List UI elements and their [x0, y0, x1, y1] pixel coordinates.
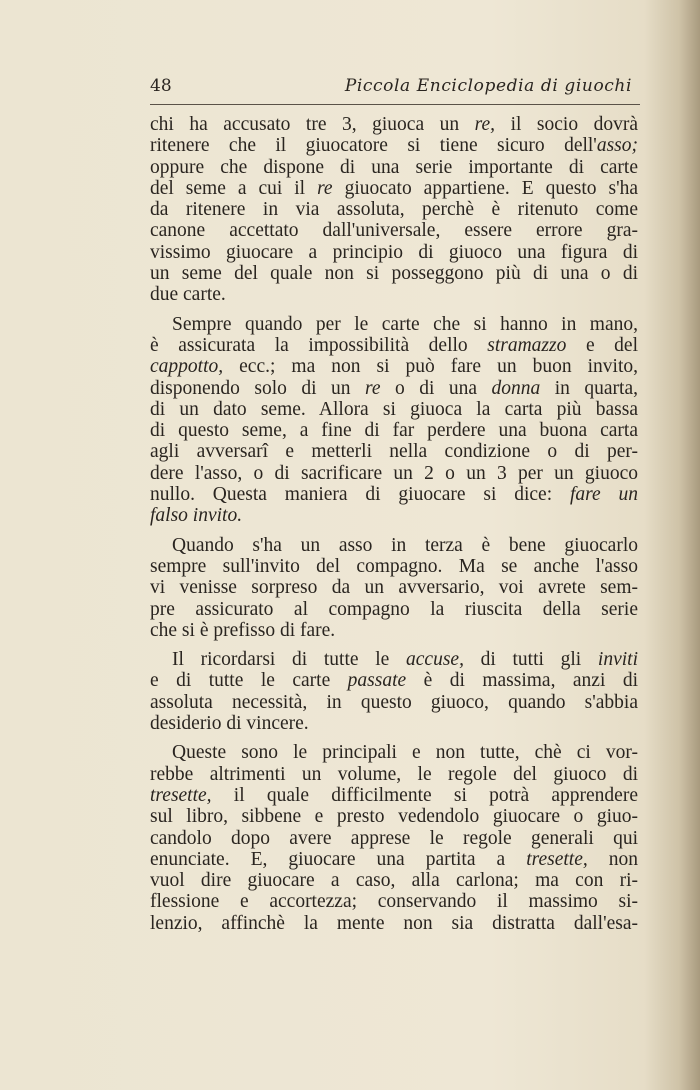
page-header	[150, 76, 640, 100]
text-line: Queste sono le principali e non tutte, chè ci vor-	[172, 742, 638, 764]
text-line: due carte.	[150, 284, 226, 306]
text-line: vissimo giuocare a principio di giuoco una figura di	[150, 241, 638, 263]
italic-term: tresette,	[150, 784, 212, 806]
text-line: che si è prefisso di fare.	[150, 619, 336, 641]
paragraph	[150, 314, 638, 527]
text-line: canone accettato dall'universale, essere errore gra-	[150, 220, 638, 242]
paragraph	[150, 535, 638, 641]
italic-term: cappotto,	[150, 356, 224, 378]
text-line: lenzio, affinchè la mente non sia distratta dall'esa-	[150, 912, 638, 934]
text-line: vuol dire giuocare a caso, alla carlona; ma con ri-	[150, 870, 638, 892]
text-line: sul libro, sibbene e presto vedendolo giuocare o giuo-	[150, 806, 638, 828]
italic-term: re,	[474, 114, 496, 135]
text-line: un seme del quale non si posseggono più di una o di	[150, 263, 638, 285]
text-line: sempre sull'invito del compagno. Ma se anche l'asso	[150, 555, 638, 577]
text-line: Quando s'ha un asso in terza è bene giuocarlo	[172, 534, 638, 556]
body-text	[150, 114, 638, 942]
italic-term: donna	[491, 377, 541, 399]
italic-term: passate	[347, 670, 407, 692]
text-line: disponendo solo di un re o di una donna in quarta,	[150, 377, 639, 399]
text-line: tresette, il quale difficilmente si potrà apprendere	[150, 784, 638, 806]
header-rule	[150, 104, 640, 105]
text-line: Il ricordarsi di tutte le accuse, di tutti gli inviti	[172, 649, 638, 671]
text-line: e di tutte le carte passate è di massima, anzi di	[150, 670, 638, 692]
text-line: del seme a cui il re giuocato appartiene. E questo s'ha	[150, 177, 638, 199]
text-line: è assicurata la impossibilità dello stramazzo e del	[150, 334, 638, 356]
text-line: candolo dopo avere apprese le regole generali qui	[150, 827, 638, 849]
italic-term: re	[317, 177, 333, 199]
text-line: ritenere che il giuocatore si tiene sicuro dell'asso;	[150, 135, 638, 157]
text-line: dere l'asso, o di sacrificare un 2 o un 3 per un giuoco	[150, 462, 638, 484]
text-line: nullo. Questa maniera di giuocare si dice: fare un	[150, 484, 638, 506]
italic-term: accuse,	[406, 649, 464, 671]
italic-term: fare un	[569, 484, 638, 506]
italic-term: asso;	[596, 135, 638, 157]
text-line	[150, 505, 638, 526]
text-line: Sempre quando per le carte che si hanno in mano,	[172, 313, 638, 335]
paragraph	[150, 114, 638, 306]
text-line: vi venisse sorpreso da un avversario, voi avrete sem-	[150, 577, 638, 599]
italic-term: falso invito.	[150, 505, 243, 527]
italic-term: tresette,	[526, 848, 588, 870]
italic-term: re	[365, 377, 381, 399]
text-line: assoluta necessità, in questo giuoco, quando s'abbia	[150, 691, 638, 713]
text-line: pre assicurato al compagno la riuscita della serie	[150, 598, 638, 620]
italic-term: stramazzo	[487, 334, 567, 356]
text-line: flessione e accortezza; conservando il massimo si-	[150, 891, 638, 913]
text-line: da ritenere in via assoluta, perchè è ritenuto come	[150, 199, 638, 221]
text-line: di questo seme, a fine di far perdere una buona carta	[150, 420, 638, 442]
text-line: di un dato seme. Allora si giuoca la carta più bassa	[150, 398, 638, 420]
text-line: cappotto, ecc.; ma non si può fare un buon invito,	[150, 356, 638, 378]
text-line: enunciate. E, giuocare una partita a tresette, non	[150, 848, 638, 870]
text-line: agli avversarî e metterli nella condizione o di per-	[150, 441, 638, 463]
text-line: desiderio di vincere.	[150, 713, 309, 735]
paragraph	[150, 742, 638, 934]
italic-term: inviti	[597, 649, 638, 671]
text-line: chi ha accusato tre 3, giuoca un re, il socio dovrà	[150, 114, 638, 135]
text-line: rebbe altrimenti un volume, le regole del giuoco di	[150, 763, 638, 785]
running-title: Piccola Enciclopedia di giuochi	[344, 76, 632, 96]
page-number: 48	[150, 76, 172, 96]
paragraph	[150, 649, 638, 734]
text-line: oppure che dispone di una serie importante di carte	[150, 156, 638, 178]
